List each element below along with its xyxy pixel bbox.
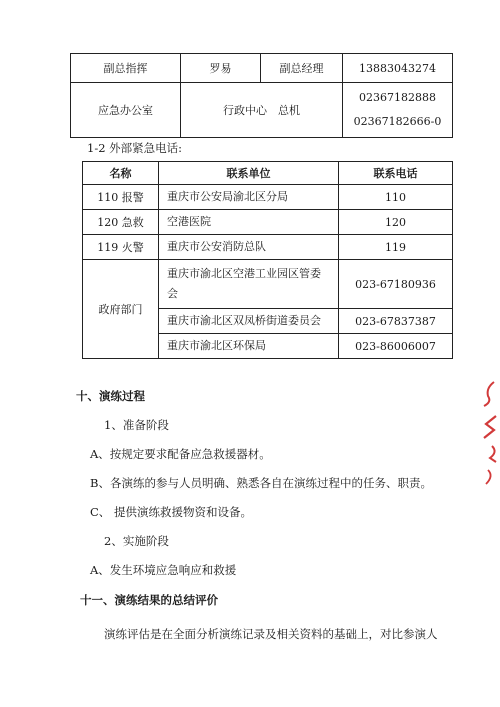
header-name: 名称: [83, 162, 159, 185]
table-row: [83, 235, 453, 260]
phone-cell: 023-67837387: [339, 309, 453, 334]
phone-line-1: 02367182888: [359, 91, 436, 104]
name-cell: 120 急救: [83, 210, 159, 235]
phone-cell: 023-86006007: [339, 334, 453, 359]
phone-cell: 023-67180936: [339, 260, 453, 309]
switchboard-cell: 行政中心 总机: [181, 83, 343, 138]
unit-cell: [159, 260, 339, 309]
header-phone: 联系电话: [339, 162, 453, 185]
seal-stamp-fragment: [478, 372, 500, 492]
paragraph: 1、准备阶段: [104, 418, 169, 432]
unit-line-1: 重庆市渝北区空港工业园区管委: [167, 267, 321, 280]
table-row: [71, 54, 453, 83]
phone-cell: 13883043274: [343, 54, 453, 83]
leadership-contact-table: [70, 53, 453, 138]
paragraph: A、发生环境应急响应和救援: [90, 563, 237, 577]
section-heading-11: 十一、演练结果的总结评价: [80, 593, 218, 607]
header-unit: 联系单位: [159, 162, 339, 185]
phone-cell: [343, 83, 453, 138]
name-cell: 119 火警: [83, 235, 159, 260]
section-heading-1-2: 1-2 外部紧急电话:: [87, 141, 183, 155]
phone-cell: 120: [339, 210, 453, 235]
table-row: [71, 83, 453, 138]
office-cell: 应急办公室: [71, 83, 181, 138]
gov-dept-cell: 政府部门: [83, 260, 159, 359]
unit-cell: 重庆市渝北区双凤桥街道委员会: [159, 309, 339, 334]
person-cell: 罗易: [181, 54, 261, 83]
phone-cell: 110: [339, 185, 453, 210]
role-cell: 副总指挥: [71, 54, 181, 83]
paragraph: 演练评估是在全面分析演练记录及相关资料的基础上，对比参演人: [104, 627, 438, 641]
phone-line-2: 02367182666-0: [353, 115, 442, 128]
unit-cell: 重庆市公安消防总队: [159, 235, 339, 260]
table-row: [83, 185, 453, 210]
section-heading-10: 十、演练过程: [76, 389, 145, 403]
unit-line-2: 会: [167, 287, 178, 300]
table-row: [83, 260, 453, 309]
title-cell: 副总经理: [261, 54, 343, 83]
paragraph: A、按规定要求配备应急救援器材。: [90, 447, 271, 461]
name-cell: 110 报警: [83, 185, 159, 210]
external-emergency-table: [82, 161, 453, 359]
phone-cell: 119: [339, 235, 453, 260]
paragraph: C、 提供演练救援物资和设备。: [90, 505, 252, 519]
paragraph: 2、实施阶段: [104, 534, 169, 548]
table-row: [83, 210, 453, 235]
unit-cell: 空港医院: [159, 210, 339, 235]
unit-cell: 重庆市公安局渝北区分局: [159, 185, 339, 210]
unit-cell: 重庆市渝北区环保局: [159, 334, 339, 359]
table-header-row: [83, 162, 453, 185]
paragraph: B、各演练的参与人员明确、熟悉各自在演练过程中的任务、职责。: [90, 476, 432, 490]
seal-stamp-icon: [478, 372, 500, 492]
